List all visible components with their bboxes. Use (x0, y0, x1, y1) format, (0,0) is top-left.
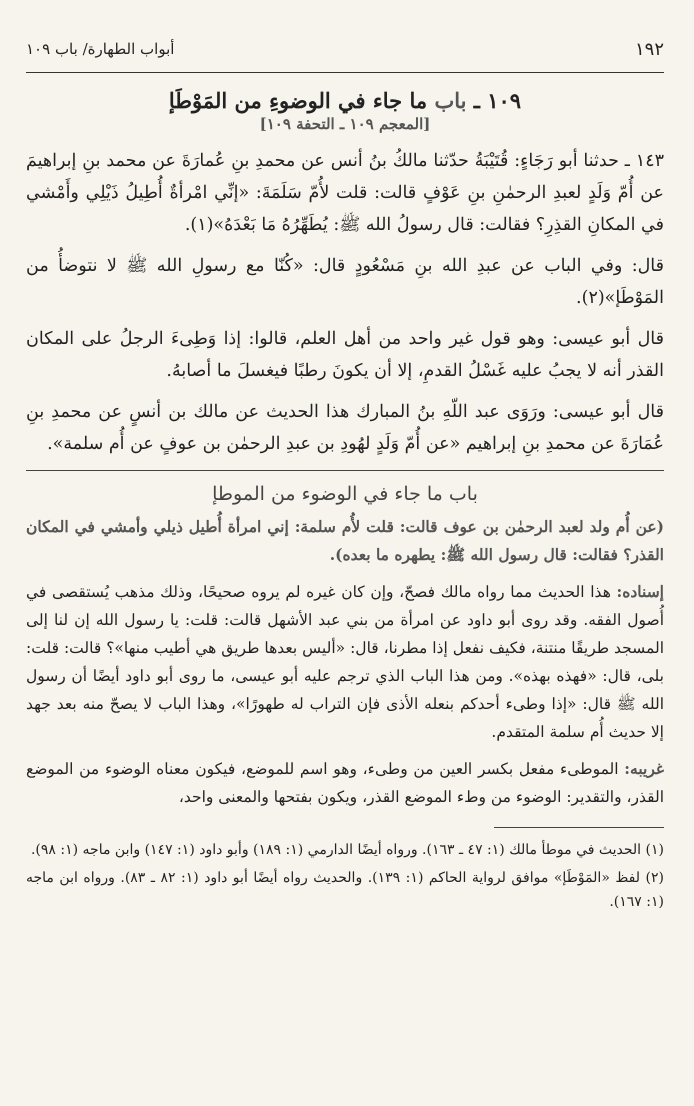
isnad-label: إسناده: (616, 582, 664, 601)
chapter-word: باب (434, 88, 467, 113)
isnad-text: هذا الحديث مما رواه مالك فصحّ، وإن كان غيره لم يروه صحيحًا، وذلك مذهب يُستقصى في أُصول الفقه. وقد روى أبو داود عن امرأة من بني عبد الأشهل قالت: قلت: يا رسول الله إن لنا إلى المسجد طريقًا منتنة، فكيف نفعل إذا مطرنا، قال: «أليس بعدها طريق هي أطيب منها»؟ قالت: قلت: بلى، قال: «فهذه بهذه». ومن هذا الباب الذي ترجم عليه أبو عيسى، ما روى أبو داود أيضًا أن رسول الله ﷺ قال: «إذا وطىء أحدكم بنعله الأذى فإن التراب له طهورًا»، وهذا الباب لا يصحّ منه بعد جهد إلا حديث أُم سلمة المتقدم. (26, 583, 664, 741)
hadith-paragraph-2: قال: وفي الباب عن عبدِ الله بنِ مَسْعُودٍ قال: «كُنّا مع رسولِ الله ﷺ لا نتوضأُ من المَوْطَإ»(٢). (26, 256, 664, 308)
section-divider (26, 470, 664, 471)
header-divider (26, 72, 664, 73)
commentary-gharib (26, 755, 664, 811)
gharib-label: غريبه: (624, 759, 664, 778)
footnote-1: (١) الحديث في موطأ مالك (١: ٤٧ ـ ١٦٣). ورواه أيضًا الدارمي (١: ١٨٩) وأبو داود (١: ١٤٧) وابن ماجه (١: ٩٨). (30, 842, 664, 858)
chapter-title-text: ما جاء في الوضوءِ من المَوْطَإ (168, 88, 428, 113)
chapter-title (26, 88, 664, 113)
hadith-paragraph-1: ١٤٣ ـ حدثنا أبو رَجَاءٍ: قُتَيْبَةُ حدّثنا مالكُ بنُ أنس عن محمدِ بنِ عُمارَةَ عن محمد بنِ إبراهيمَ عن أُمّ وَلَدٍ لعبدِ الرحمٰنِ بنِ عَوْفٍ قالت: قلت لأُمّ سَلَمَةَ: «إنِّي امْرأةٌ أُطِيلُ ذَيْلِي وأَمْشي في المكانِ القذِرِ؟ فقالت: قال رسولُ الله ﷺ: يُطَهِّرُهُ مَا بَعْدَهُ»(١). (26, 151, 664, 235)
chapter-subtitle: [المعجم ١٠٩ ـ التحفة ١٠٩] (259, 115, 431, 133)
page-body (26, 82, 664, 918)
chapter-number: ١٠٩ ـ (473, 88, 522, 113)
hadith-paragraph-4: قال أبو عيسى: ورَوَى عبد اللّهِ بنُ المبارك هذا الحديث عن مالك بن أنسٍ عن محمدِ بنِ عُمَارَةَ عن محمدِ بنِ إبراهيم «عن أُمّ وَلَدٍ لهُودِ بن عبدِ الرحمٰن بن عوفٍ عن أُم سلمة». (26, 402, 664, 454)
page-header (26, 36, 664, 62)
footnote-2: (٢) لفظ «المَوْطَإ» موافق لرواية الحاكم (١: ١٣٩). والحديث رواه أيضًا أبو داود (١: ٨٢ ـ ٨٣). ورواه ابن ماجه (١: ١٦٧). (26, 870, 664, 910)
footnote-divider (494, 827, 664, 828)
commentary-quote: (عن أُم ولد لعبد الرحمٰن بن عوف قالت: قلت لأُم سلمة: إني امرأة أُطيل ذيلي وأمشي في المكان القذر؟ فقالت: قال رسول الله ﷺ: يطهره ما بعده). (26, 517, 664, 564)
hadith-paragraph-3: قال أبو عيسى: وهو قول غير واحد من أهل العلم، قالوا: إذا وَطِىءَ الرجلُ على المكان القذر أنه لا يجبُ عليه غَسْلُ القدمِ، إلا أن يكونَ رطبًا فيغسلَ ما أصابهُ. (26, 329, 664, 381)
commentary-isnad (26, 578, 664, 746)
gharib-text: الموطىء مفعل بكسر العين من وطىء، وهو اسم للموضع، فيكون معناه الوضوء من الموضع القذر، والتقدير: الوضوء من وطء الموضع القذر، ويكون بفتحها والمعنى واحد، (26, 760, 664, 806)
running-title: أبواب الطهارة/ باب ١٠٩ (26, 40, 175, 58)
page-number: ١٩٢ (634, 38, 664, 60)
commentary-title: باب ما جاء في الوضوء من الموطإ (212, 483, 478, 505)
